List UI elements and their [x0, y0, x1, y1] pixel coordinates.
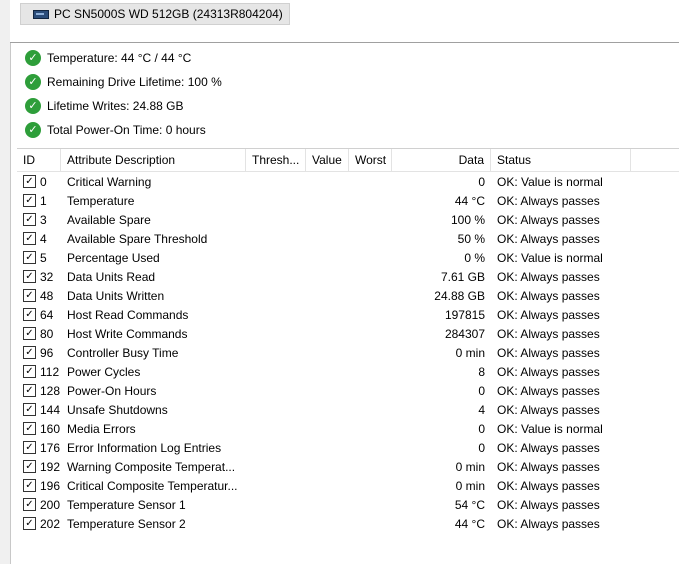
attribute-data: 44 °C — [454, 516, 485, 531]
table-row[interactable] — [17, 267, 679, 286]
attribute-id-cell — [17, 194, 61, 208]
attribute-checkbox[interactable]: ✓ — [23, 403, 36, 416]
ok-check-icon: ✓ — [25, 74, 41, 90]
attribute-id: 196 — [40, 478, 61, 493]
attribute-description: Data Units Written — [67, 288, 165, 303]
attribute-data: 0 min — [455, 478, 485, 493]
attribute-id: 202 — [40, 516, 61, 531]
attribute-description: Data Units Read — [67, 269, 156, 284]
table-row[interactable] — [17, 286, 679, 305]
attribute-description: Critical Warning — [67, 174, 152, 189]
attribute-id-cell — [17, 308, 61, 322]
attribute-data: 0 min — [455, 459, 485, 474]
table-row[interactable] — [17, 229, 679, 248]
attribute-id: 5 — [40, 250, 47, 265]
ok-check-icon: ✓ — [25, 98, 41, 114]
attribute-status: OK: Always passes — [497, 402, 600, 417]
attribute-data: 50 % — [457, 231, 485, 246]
attribute-id-cell — [17, 403, 61, 417]
attribute-id-cell — [17, 289, 61, 303]
table-row[interactable] — [17, 438, 679, 457]
attribute-status: OK: Always passes — [497, 269, 600, 284]
attribute-data: 0 — [478, 383, 485, 398]
column-header-threshold[interactable]: Thresh... — [246, 149, 306, 171]
attribute-id: 128 — [40, 383, 61, 398]
table-body — [17, 172, 679, 533]
attribute-id: 144 — [40, 402, 61, 417]
attribute-status: OK: Always passes — [497, 193, 600, 208]
attribute-checkbox[interactable]: ✓ — [23, 441, 36, 454]
table-row[interactable] — [17, 343, 679, 362]
summary-text: Lifetime Writes: 24.88 GB — [47, 99, 184, 113]
attribute-checkbox[interactable]: ✓ — [23, 384, 36, 397]
attribute-data: 44 °C — [454, 193, 485, 208]
smart-attributes-table — [17, 148, 679, 565]
ok-check-icon: ✓ — [25, 50, 41, 66]
drive-selector-panel — [10, 0, 679, 43]
attribute-id-cell — [17, 384, 61, 398]
attribute-description: Host Read Commands — [67, 307, 189, 322]
attribute-data: 0 — [478, 440, 485, 455]
attribute-checkbox[interactable]: ✓ — [23, 479, 36, 492]
attribute-status: OK: Value is normal — [497, 250, 603, 265]
attribute-description: Percentage Used — [67, 250, 160, 265]
attribute-id: 4 — [40, 231, 47, 246]
attribute-checkbox[interactable]: ✓ — [23, 346, 36, 359]
column-header-id[interactable]: ID — [17, 149, 61, 171]
attribute-status: OK: Always passes — [497, 326, 600, 341]
attribute-description: Available Spare — [67, 212, 151, 227]
attribute-checkbox[interactable]: ✓ — [23, 251, 36, 264]
attribute-description: Power Cycles — [67, 364, 141, 379]
attribute-description: Warning Composite Temperat... — [67, 459, 236, 474]
table-row[interactable] — [17, 305, 679, 324]
attribute-status: OK: Always passes — [497, 288, 600, 303]
attribute-id: 1 — [40, 193, 47, 208]
table-row[interactable] — [17, 495, 679, 514]
attribute-status: OK: Value is normal — [497, 421, 603, 436]
attribute-id-cell — [17, 270, 61, 284]
table-row[interactable] — [17, 457, 679, 476]
attribute-description: Media Errors — [67, 421, 136, 436]
summary-text: Temperature: 44 °C / 44 °C — [47, 51, 192, 65]
column-header-worst[interactable]: Worst — [349, 149, 392, 171]
attribute-description: Temperature — [67, 193, 135, 208]
table-row[interactable] — [17, 172, 679, 191]
attribute-id-cell — [17, 213, 61, 227]
attribute-data: 24.88 GB — [434, 288, 485, 303]
attribute-id: 0 — [40, 174, 47, 189]
attribute-checkbox[interactable]: ✓ — [23, 460, 36, 473]
attribute-status: OK: Always passes — [497, 459, 600, 474]
attribute-description: Error Information Log Entries — [67, 440, 222, 455]
attribute-status: OK: Always passes — [497, 497, 600, 512]
attribute-status: OK: Always passes — [497, 345, 600, 360]
table-row[interactable] — [17, 476, 679, 495]
attribute-id-cell — [17, 460, 61, 474]
attribute-checkbox[interactable]: ✓ — [23, 289, 36, 302]
table-row[interactable] — [17, 362, 679, 381]
attribute-id: 64 — [40, 307, 54, 322]
ssd-drive-icon — [33, 10, 49, 19]
table-row[interactable] — [17, 419, 679, 438]
attribute-description: Controller Busy Time — [67, 345, 179, 360]
attribute-id-cell — [17, 327, 61, 341]
attribute-id-cell — [17, 175, 61, 189]
ok-check-icon: ✓ — [25, 122, 41, 138]
attribute-data: 8 — [478, 364, 485, 379]
attribute-data: 0 % — [464, 250, 485, 265]
attribute-status: OK: Always passes — [497, 440, 600, 455]
attribute-id: 48 — [40, 288, 54, 303]
attribute-status: OK: Always passes — [497, 383, 600, 398]
health-summary — [10, 46, 679, 142]
attribute-status: OK: Always passes — [497, 364, 600, 379]
attribute-id-cell — [17, 251, 61, 265]
attribute-id-cell — [17, 232, 61, 246]
attribute-id-cell — [17, 441, 61, 455]
attribute-id: 32 — [40, 269, 54, 284]
attribute-description: Temperature Sensor 1 — [67, 497, 186, 512]
attribute-data: 197815 — [444, 307, 485, 322]
attribute-id-cell — [17, 479, 61, 493]
attribute-checkbox[interactable]: ✓ — [23, 270, 36, 283]
drive-tab[interactable] — [20, 3, 290, 25]
attribute-status: OK: Always passes — [497, 231, 600, 246]
attribute-checkbox[interactable]: ✓ — [23, 175, 36, 188]
attribute-checkbox[interactable]: ✓ — [23, 517, 36, 530]
attribute-id: 200 — [40, 497, 61, 512]
attribute-description: Host Write Commands — [67, 326, 188, 341]
attribute-status: OK: Always passes — [497, 212, 600, 227]
attribute-id: 80 — [40, 326, 54, 341]
column-header-description[interactable]: Attribute Description — [61, 149, 246, 171]
table-row[interactable] — [17, 514, 679, 533]
attribute-status: OK: Always passes — [497, 478, 600, 493]
attribute-description: Available Spare Threshold — [67, 231, 208, 246]
table-header — [17, 149, 679, 172]
attribute-data: 0 — [478, 421, 485, 436]
attribute-description: Unsafe Shutdowns — [67, 402, 168, 417]
attribute-status: OK: Always passes — [497, 307, 600, 322]
summary-text: Total Power-On Time: 0 hours — [47, 123, 206, 137]
summary-power-on — [10, 118, 679, 142]
attribute-status: OK: Value is normal — [497, 174, 603, 189]
attribute-id: 96 — [40, 345, 54, 360]
attribute-id: 160 — [40, 421, 61, 436]
attribute-data: 54 °C — [454, 497, 485, 512]
table-row[interactable] — [17, 381, 679, 400]
attribute-data: 4 — [478, 402, 485, 417]
attribute-id: 176 — [40, 440, 61, 455]
attribute-status: OK: Always passes — [497, 516, 600, 531]
summary-text: Remaining Drive Lifetime: 100 % — [47, 75, 222, 89]
attribute-checkbox[interactable]: ✓ — [23, 194, 36, 207]
table-row[interactable] — [17, 248, 679, 267]
attribute-data: 7.61 GB — [440, 269, 485, 284]
attribute-checkbox[interactable]: ✓ — [23, 422, 36, 435]
attribute-id-cell — [17, 365, 61, 379]
attribute-description: Critical Composite Temperatur... — [67, 478, 238, 493]
column-header-data[interactable]: Data — [392, 149, 491, 171]
attribute-id-cell — [17, 517, 61, 531]
summary-writes — [10, 94, 679, 118]
summary-lifetime — [10, 70, 679, 94]
attribute-checkbox[interactable]: ✓ — [23, 327, 36, 340]
column-header-status[interactable]: Status — [491, 149, 631, 171]
attribute-id: 3 — [40, 212, 47, 227]
attribute-checkbox[interactable]: ✓ — [23, 498, 36, 511]
attribute-data: 100 % — [450, 212, 485, 227]
attribute-id-cell — [17, 422, 61, 436]
attribute-id: 192 — [40, 459, 61, 474]
attribute-checkbox[interactable]: ✓ — [23, 213, 36, 226]
attribute-id-cell — [17, 498, 61, 512]
attribute-description: Power-On Hours — [67, 383, 157, 398]
table-row[interactable] — [17, 324, 679, 343]
attribute-checkbox[interactable]: ✓ — [23, 308, 36, 321]
attribute-data: 0 min — [455, 345, 485, 360]
attribute-data: 0 — [478, 174, 485, 189]
attribute-id: 112 — [40, 364, 60, 379]
table-row[interactable] — [17, 210, 679, 229]
table-row[interactable] — [17, 400, 679, 419]
summary-temperature — [10, 46, 679, 70]
attribute-description: Temperature Sensor 2 — [67, 516, 186, 531]
attribute-data: 284307 — [444, 326, 485, 341]
column-header-value[interactable]: Value — [306, 149, 349, 171]
attribute-checkbox[interactable]: ✓ — [23, 365, 36, 378]
drive-title: PC SN5000S WD 512GB (24313R804204) — [54, 7, 283, 21]
attribute-checkbox[interactable]: ✓ — [23, 232, 36, 245]
table-row[interactable] — [17, 191, 679, 210]
attribute-id-cell — [17, 346, 61, 360]
